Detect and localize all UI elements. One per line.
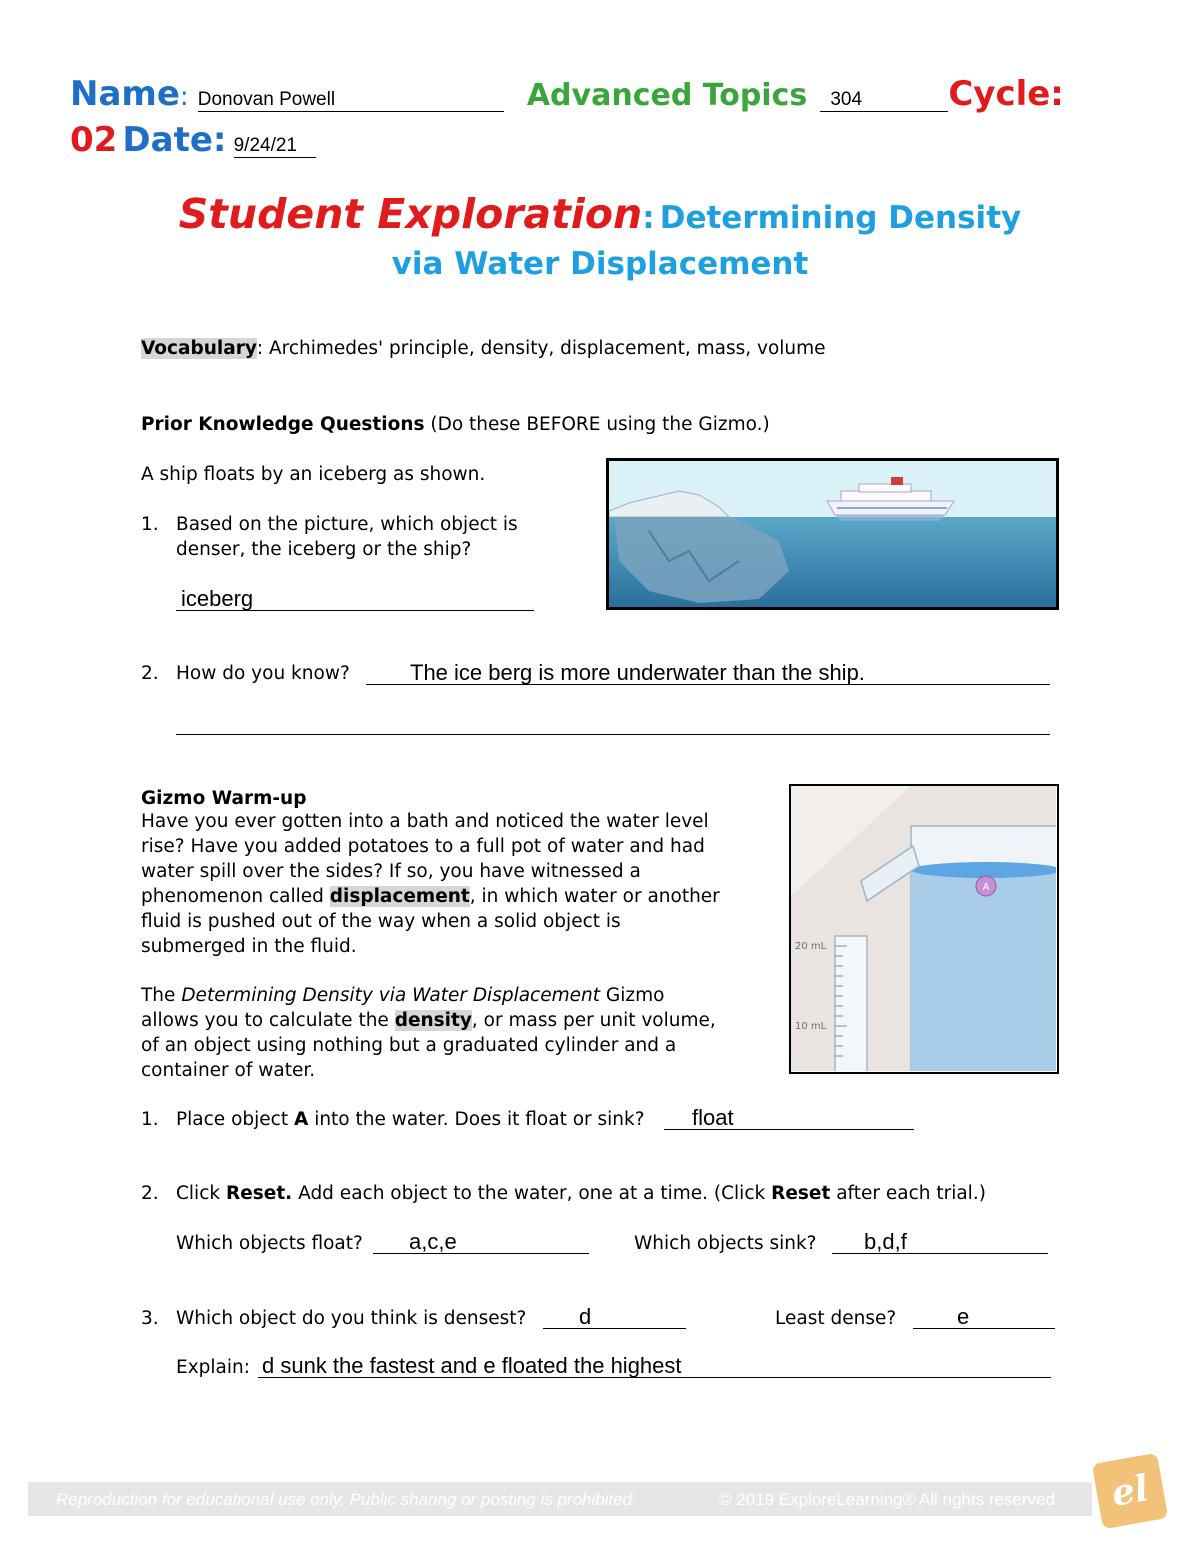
- vocabulary-text: : Archimedes' principle, density, displacement, mass, volume: [256, 338, 826, 359]
- warmup-p1-line-f: submerged in the fluid.: [141, 936, 357, 957]
- q3-explain-label: Explain:: [176, 1357, 250, 1378]
- cycle-label: Cycle:: [948, 74, 1064, 114]
- gizmo-illustration: [791, 786, 1056, 1071]
- warmup-p1-line-b: rise? Have you added potatoes to a full pot of water and had: [141, 836, 705, 857]
- iceberg-ship-figure: [606, 458, 1059, 610]
- prior-heading-note: (Do these BEFORE using the Gizmo.): [430, 414, 770, 435]
- q2-click: Click: [176, 1183, 221, 1204]
- gizmo-figure: [789, 784, 1059, 1074]
- container-water: [911, 870, 1056, 1071]
- warmup-p2-b-pre: allows you to calculate the: [141, 1010, 389, 1031]
- object-a-label: A: [982, 882, 990, 893]
- q3-explain-answer: d sunk the fastest and e floated the highest: [262, 1353, 682, 1378]
- warmup-p2-line-c: of an object using nothing but a graduated cylinder and a: [141, 1035, 677, 1056]
- header-line-2: [70, 120, 316, 160]
- footer-left: Reproduction for educational use only. Public sharing or posting is prohibited.: [56, 1490, 637, 1509]
- warmup-p1-d-post: , in which water or another: [469, 886, 720, 907]
- prior-q1-line-2: denser, the iceberg or the ship?: [176, 539, 472, 560]
- q1-text: [176, 1107, 645, 1132]
- page-title: [0, 190, 1200, 238]
- topic-field[interactable]: 304: [820, 89, 948, 112]
- prior-q1-line-1: Based on the picture, which object is: [176, 514, 518, 535]
- q2-after: after each trial.): [836, 1183, 986, 1204]
- q3-least-answer: e: [957, 1304, 970, 1329]
- q2-sink-answer: b,d,f: [864, 1229, 907, 1254]
- name-colon: :: [179, 82, 189, 112]
- water-surface: [911, 862, 1056, 878]
- warmup-p1-line-e: fluid is pushed out of the way when a solid object is: [141, 911, 621, 932]
- prior-q1-number: 1.: [141, 514, 159, 535]
- q2-text: [176, 1181, 986, 1206]
- iceberg-ship-illustration: [609, 461, 1056, 607]
- warmup-p1-line-a: Have you ever gotten into a bath and noticed the water level: [141, 811, 709, 832]
- name-label: Name: [70, 74, 180, 114]
- cylinder-label-20: 20 mL: [795, 941, 827, 952]
- q2-reset-word: Reset.: [225, 1183, 293, 1204]
- explorelearning-logo: [1092, 1453, 1168, 1529]
- warmup-p2-a-pre: The: [141, 985, 176, 1006]
- q3-explain-answer-line[interactable]: [258, 1353, 1051, 1378]
- prior-q2-text: How do you know?: [176, 663, 350, 684]
- header-line-1: [70, 74, 1150, 118]
- q1-answer: float: [692, 1105, 734, 1130]
- warmup-p2-line-a: [141, 983, 716, 1008]
- q1-object: A: [293, 1109, 309, 1130]
- warmup-paragraph-1: [141, 809, 720, 959]
- prior-q2-answer: The ice berg is more underwater than the ship.: [410, 660, 865, 685]
- term-density: density: [394, 1010, 472, 1031]
- date-field[interactable]: 9/24/21: [234, 135, 316, 158]
- prior-q2-number: 2.: [141, 663, 159, 684]
- term-displacement: displacement: [329, 886, 470, 907]
- q2-float-answer: a,c,e: [409, 1229, 457, 1254]
- prior-intro: A ship floats by an iceberg as shown.: [141, 464, 486, 485]
- warmup-p2-line-b: [141, 1008, 716, 1033]
- q3-least-label: Least dense?: [775, 1308, 897, 1329]
- q1-answer-line[interactable]: [664, 1105, 914, 1130]
- warmup-p2-a-post: Gizmo: [605, 985, 665, 1006]
- q1-number: 1.: [141, 1109, 159, 1130]
- logo-text: el: [1108, 1467, 1152, 1515]
- q3-number: 3.: [141, 1308, 159, 1329]
- prior-q1-answer: iceberg: [181, 586, 254, 611]
- warmup-heading: Gizmo Warm-up: [141, 788, 307, 809]
- name-field[interactable]: Donovan Powell: [198, 89, 504, 112]
- q2-sink-answer-line[interactable]: [832, 1229, 1048, 1254]
- q2-text-main: Add each object to the water, one at a time. (Click: [298, 1183, 766, 1204]
- prior-q1-answer-line[interactable]: [176, 584, 534, 611]
- q3-dense-answer: d: [579, 1304, 592, 1329]
- prior-q2-answer-line[interactable]: [366, 660, 1050, 685]
- q3-least-answer-line[interactable]: [913, 1304, 1055, 1329]
- q3-dense-label: Which object do you think is densest?: [176, 1308, 527, 1329]
- q1-pre: Place object: [176, 1109, 289, 1130]
- warmup-p1-d-pre: phenomenon called: [141, 886, 324, 907]
- prior-heading-title: Prior Knowledge Questions: [141, 414, 425, 435]
- warmup-p2-b-post: , or mass per unit volume,: [471, 1010, 716, 1031]
- warmup-p2-line-d: container of water.: [141, 1060, 316, 1081]
- title-lead: Student Exploration: [178, 190, 643, 238]
- q3-dense-answer-line[interactable]: [543, 1304, 686, 1329]
- q1-post: into the water. Does it float or sink?: [314, 1109, 645, 1130]
- q2-number: 2.: [141, 1183, 159, 1204]
- title-line-1: Determining Density: [659, 200, 1022, 236]
- q2-sink-label: Which objects sink?: [634, 1233, 817, 1254]
- title-colon: :: [642, 200, 655, 236]
- warmup-paragraph-2: [141, 983, 716, 1083]
- vocabulary-label: Vocabulary: [141, 338, 257, 359]
- date-label: Date:: [122, 120, 227, 160]
- vocabulary: [141, 336, 826, 361]
- gizmo-title: Determining Density via Water Displacement: [181, 985, 600, 1006]
- cycle-value: 02: [70, 120, 118, 160]
- warmup-p1-line-d: [141, 884, 720, 909]
- cylinder-label-10: 10 mL: [795, 1021, 827, 1032]
- prior-heading: [141, 412, 770, 437]
- q2-reset-word-2: Reset: [771, 1183, 831, 1204]
- advanced-topics-label: Advanced Topics: [526, 78, 808, 113]
- title-line-2: via Water Displacement: [391, 246, 809, 282]
- q2-float-label: Which objects float?: [176, 1233, 363, 1254]
- warmup-p1-line-c: water spill over the sides? If so, you have witnessed a: [141, 861, 641, 882]
- footer-right: © 2019 ExploreLearning® All rights reserved: [719, 1490, 1055, 1509]
- q2-float-answer-line[interactable]: [373, 1229, 589, 1254]
- prior-q2-answer-line-2[interactable]: [176, 710, 1050, 735]
